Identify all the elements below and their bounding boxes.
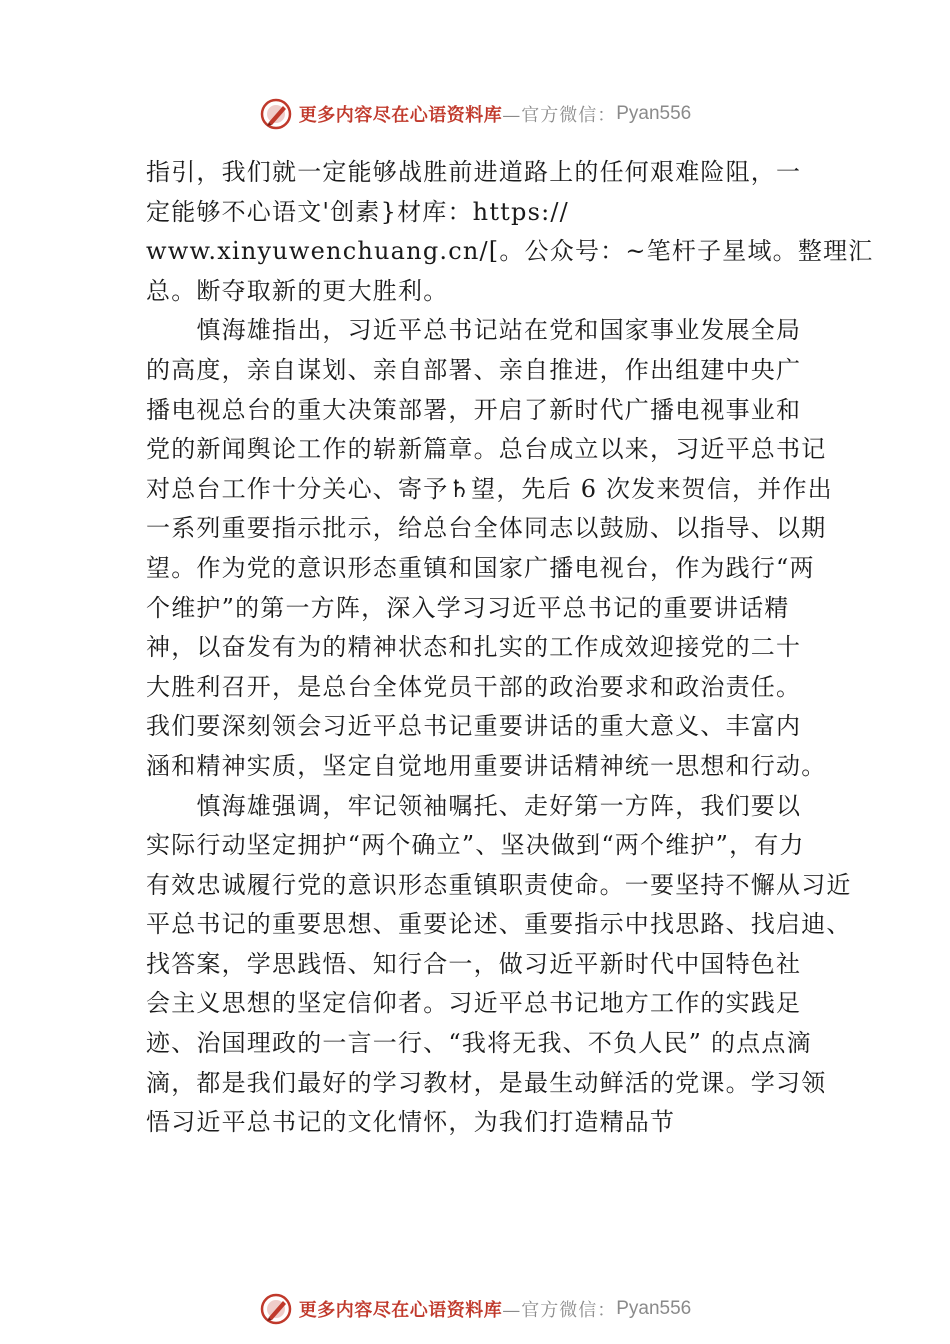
text-line: 的高度，亲自谋划、亲自部署、亲自推进，作出组建中央广 <box>146 355 802 384</box>
text-line: 慎海雄指出，习近平总书记站在党和国家事业发展全局 <box>146 316 802 345</box>
text-line: 悟习近平总书记的文化情怀，为我们打造精品节 <box>146 1108 676 1137</box>
text-line: 滴，都是我们最好的学习教材，是最生动鲜活的党课。学习领 <box>146 1068 827 1097</box>
header-banner <box>0 94 950 134</box>
text-line: 总。断夺取新的更大胜利。 <box>146 276 449 305</box>
banner-title: 更多内容尽在心语资料库 <box>298 105 503 126</box>
text-line: 指引，我们就一定能够战胜前进道路上的任何艰难险阻，一 <box>146 158 802 186</box>
text-line: 党的新闻舆论工作的崭新篇章。总台成立以来，习近平总书记 <box>146 435 827 464</box>
text-line: 对总台工作十分关心、寄予♄望，先后 6 次发来贺信，并作出 <box>146 474 833 503</box>
banner-label: —官方微信： <box>502 105 617 126</box>
text-line: 迹、治国理政的一言一行、“我将无我、不负人民” 的点点滴 <box>146 1029 812 1058</box>
text-line: 平总书记的重要思想、重要论述、重要指示中找思路、找启迪、 <box>146 910 852 939</box>
seal-pen-logo-icon <box>259 97 293 131</box>
text-line: 有效忠诚履行党的意识形态重镇职责使命。一要坚持不懈从习近 <box>146 870 852 899</box>
text-line: www.xinyuwenchuang.cn/[。公众号：~笔杆子星域。整理汇 <box>146 237 874 266</box>
seal-pen-logo-icon <box>259 1292 293 1326</box>
wechat-id: Pyan556 <box>616 1298 692 1319</box>
text-line: 播电视总台的重大决策部署，开启了新时代广播电视事业和 <box>146 395 802 424</box>
text-line: 望。作为党的意识形态重镇和国家广播电视台，作为践行“两 <box>146 553 815 582</box>
text-line: 定能够不心语文'创素}材库：https:// <box>146 197 569 226</box>
banner-title: 更多内容尽在心语资料库 <box>298 1300 503 1321</box>
text-line: 大胜利召开，是总台全体党员干部的政治要求和政治责任。 <box>146 672 802 701</box>
text-line: 实际行动坚定拥护“两个确立”、坚决做到“两个维护”，有力 <box>146 831 805 860</box>
banner-label: —官方微信： <box>502 1300 617 1321</box>
text-line: 神，以奋发有为的精神状态和扎实的工作成效迎接党的二十 <box>146 633 802 662</box>
document-body <box>146 153 874 1143</box>
text-line: 一系列重要指示批示，给总台全体同志以鼓励、以指导、以期 <box>146 514 827 543</box>
text-line: 我们要深刻领会习近平总书记重要讲话的重大意义、丰富内 <box>146 712 802 741</box>
text-line: 慎海雄强调，牢记领袖嘱托、走好第一方阵，我们要以 <box>146 791 802 820</box>
text-line: 会主义思想的坚定信仰者。习近平总书记地方工作的实践足 <box>146 989 802 1018</box>
text-line: 涵和精神实质，坚定自觉地用重要讲话精神统一思想和行动。 <box>146 751 827 780</box>
text-line: 找答案，学思践悟、知行合一，做习近平新时代中国特色社 <box>146 949 802 978</box>
text-line: 个维护”的第一方阵，深入学习习近平总书记的重要讲话精 <box>146 593 790 622</box>
footer-banner <box>0 1289 950 1329</box>
wechat-id: Pyan556 <box>616 103 692 124</box>
